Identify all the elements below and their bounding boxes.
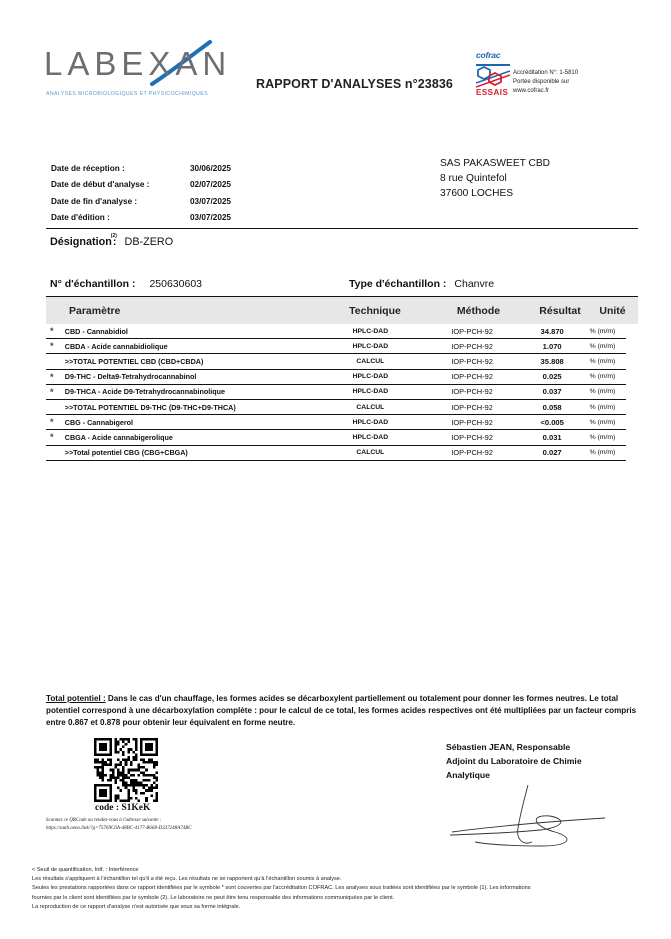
qr-instruction-text: Scannez ce QRCode ou rendez-vous à l'adresse suivante : (46, 818, 162, 823)
cell-technique: CALCUL (356, 357, 385, 365)
cell-parameter: >>Total potentiel CBG (CBG+CBGA) (64, 448, 188, 458)
cell-result: 35.808 (540, 356, 564, 366)
client-address (440, 156, 550, 201)
footer-line: < Seuil de quantification, Intf. : Interférence (32, 867, 139, 873)
dates-block (51, 160, 231, 226)
client-name: SAS PAKASWEET CBD (440, 158, 551, 169)
date-row-reception (51, 160, 231, 177)
table-row (46, 339, 626, 354)
cofrac-logo (476, 50, 510, 98)
qr-url[interactable]: https://auth.oeno.link/?g=75769C6A-48BC-4177-B668-D337248A74BC (46, 825, 192, 831)
cell-method: IOP-PCH-92 (451, 326, 493, 336)
accreditation-star-icon: * (50, 417, 54, 428)
sample-type-value: Chanvre (454, 278, 495, 290)
cell-parameter: D9-THC - Delta9-Tetrahydrocannabinol (64, 372, 197, 382)
accreditation-star-icon: * (50, 326, 54, 337)
accreditation-star-icon: * (50, 386, 54, 397)
table-row (46, 370, 626, 385)
column-header-technique: Technique (349, 304, 401, 317)
table-row (46, 415, 626, 430)
date-label: Date de début d'analyse : (51, 180, 150, 190)
cell-technique: HPLC-DAD (352, 388, 389, 396)
cell-method: IOP-PCH-92 (451, 448, 493, 458)
designation-value: DB-ZERO (124, 236, 174, 248)
cell-method: IOP-PCH-92 (451, 417, 493, 427)
accreditation-number: Accréditation N°: 1-5810 (513, 70, 579, 76)
qr-instructions (46, 817, 192, 832)
cell-result: 0.037 (542, 387, 562, 397)
results-table (46, 296, 638, 461)
cell-result: 0.027 (542, 448, 562, 458)
date-row-edition (51, 210, 231, 227)
cell-parameter: CBDA - Acide cannabidiolique (64, 341, 168, 351)
cell-result: 0.025 (542, 372, 562, 382)
cell-result: 1.070 (542, 341, 562, 351)
cell-unit: % (m/m) (589, 449, 616, 457)
note-text: Dans le cas d'un chauffage, les formes acides se décarboxylent partiellement ou totalement pour donner les formes neutres. Le total potentiel correspond à une décarboxylation complète : pour le calcul de ce total, les formes acides respectives ont été multipliées par un facteur compris entre 0.867 et 0.878 pour obtenir leur équivalent en forme neutre. (46, 694, 637, 727)
cell-unit: % (m/m) (589, 433, 616, 441)
designation-note-ref: (2) (110, 233, 117, 239)
cell-method: IOP-PCH-92 (451, 372, 493, 382)
footer-line: Seules les prestations rapportées dans ce rapport identifiées par le symbole * sont couvertes par l'accréditation COFRAC. Les analyses sous traitées sont identifiées par le symbole (1). Les informations (32, 885, 531, 892)
table-row (46, 446, 626, 461)
date-value: 03/07/2025 (190, 196, 231, 206)
cofrac-hexagon-icon (476, 61, 510, 88)
signer-line: Analytique (446, 770, 490, 780)
cell-parameter: >>TOTAL POTENTIEL D9-THC (D9-THC+D9-THCA) (64, 402, 236, 412)
table-row (46, 324, 626, 339)
cell-result: 0.031 (542, 432, 562, 442)
cofrac-essais-label: ESSAIS (476, 88, 509, 97)
cell-parameter: CBD - Cannabidiol (64, 326, 128, 336)
accreditation-star-icon: * (50, 371, 54, 382)
logo-tagline: ANALYSES MICROBIOLOGIQUES ET PHYSICOCHIMIQUES (46, 91, 208, 97)
qr-code-icon[interactable] (94, 738, 158, 802)
qr-code-label: code : S1KeK (95, 803, 151, 813)
cell-method: IOP-PCH-92 (451, 356, 493, 366)
accreditation-url: www.cofrac.fr (513, 88, 550, 94)
section-divider (46, 228, 638, 229)
table-row (46, 430, 626, 445)
cell-method: IOP-PCH-92 (451, 402, 493, 412)
cell-method: IOP-PCH-92 (451, 387, 493, 397)
cell-technique: CALCUL (356, 403, 385, 411)
table-row (46, 385, 626, 400)
cell-technique: HPLC-DAD (352, 373, 389, 381)
date-value: 02/07/2025 (190, 180, 231, 190)
table-body (46, 324, 638, 461)
accreditation-info (513, 69, 578, 96)
cell-technique: HPLC-DAD (352, 327, 389, 335)
footer-notes (32, 866, 668, 912)
cell-unit: % (m/m) (589, 342, 616, 350)
sample-type (349, 278, 494, 290)
cell-unit: % (m/m) (589, 388, 616, 396)
cell-unit: % (m/m) (589, 357, 616, 365)
cell-parameter: CBGA - Acide cannabigerolique (64, 432, 173, 442)
cell-technique: HPLC-DAD (352, 342, 389, 350)
table-header (46, 296, 638, 324)
note-label: Total potentiel : (46, 694, 106, 703)
cell-technique: HPLC-DAD (352, 433, 389, 441)
accreditation-star-icon: * (50, 341, 54, 352)
cell-unit: % (m/m) (589, 373, 616, 381)
cofrac-logo-text: cofrac (476, 50, 501, 60)
cell-parameter: D9-THCA - Acide D9-Tetrahydrocannabinolique (64, 387, 226, 397)
sample-number-label: N° d'échantillon : (50, 278, 136, 290)
date-row-end (51, 193, 231, 210)
column-header-parameter: Paramètre (69, 304, 121, 317)
cell-method: IOP-PCH-92 (451, 432, 493, 442)
labexan-logo (44, 44, 232, 102)
cell-method: IOP-PCH-92 (451, 341, 493, 351)
date-label: Date de fin d'analyse : (51, 196, 138, 206)
designation-colon: : (112, 236, 117, 248)
table-row (46, 354, 626, 369)
report-title: RAPPORT D'ANALYSES n°23836 (256, 77, 453, 91)
logo-wordmark: LABEXAN (44, 45, 232, 82)
cell-parameter: CBG - Cannabigerol (64, 417, 134, 427)
cell-result: 0.058 (542, 402, 562, 412)
handwritten-signature (440, 780, 620, 850)
cell-unit: % (m/m) (589, 418, 616, 426)
footer-line: fournies par le client sont identifiées par le symbole (2). Le laboratoire ne peut être tenu responsable des informations communiquées par le client. (32, 894, 395, 901)
sample-number (50, 278, 202, 290)
cell-technique: CALCUL (356, 449, 385, 457)
date-row-start (51, 177, 231, 194)
sample-number-value: 250630603 (149, 278, 203, 290)
signer-block (446, 740, 582, 782)
designation-label: Désignation (50, 236, 112, 248)
accreditation-star-icon: * (50, 432, 54, 443)
total-potential-note (46, 693, 646, 729)
cell-technique: HPLC-DAD (352, 418, 389, 426)
date-label: Date de réception : (51, 163, 125, 173)
column-header-method: Méthode (456, 304, 501, 317)
footer-line: Les résultats s'appliquent à l'échantillon tel qu'il a été reçu. Les résultats ne se rapportent qu'à l'échantillon soumis à analyse. (32, 876, 342, 883)
signer-line: Sébastien JEAN, Responsable (446, 742, 571, 752)
designation (50, 233, 174, 248)
column-header-unit: Unité (599, 304, 626, 317)
cell-unit: % (m/m) (589, 403, 616, 411)
date-label: Date d'édition : (51, 213, 110, 223)
cell-result: 34.870 (540, 326, 564, 336)
sample-type-label: Type d'échantillon : (349, 278, 447, 290)
footer-line: La reproduction de ce rapport d'analyse n'est autorisée que sous sa forme intégrale. (32, 903, 241, 910)
column-header-result: Résultat (539, 304, 581, 317)
cell-unit: % (m/m) (589, 327, 616, 335)
date-value: 03/07/2025 (190, 213, 231, 223)
client-street: 8 rue Quintefol (440, 173, 507, 184)
signer-line: Adjoint du Laboratoire de Chimie (446, 756, 582, 766)
accreditation-scope: Portée disponible sur (513, 79, 570, 85)
table-row (46, 400, 626, 415)
cell-result: <0.005 (540, 417, 564, 427)
date-value: 30/06/2025 (190, 163, 231, 173)
cell-parameter: >>TOTAL POTENTIEL CBD (CBD+CBDA) (64, 356, 204, 366)
client-city: 37600 LOCHES (440, 188, 514, 199)
